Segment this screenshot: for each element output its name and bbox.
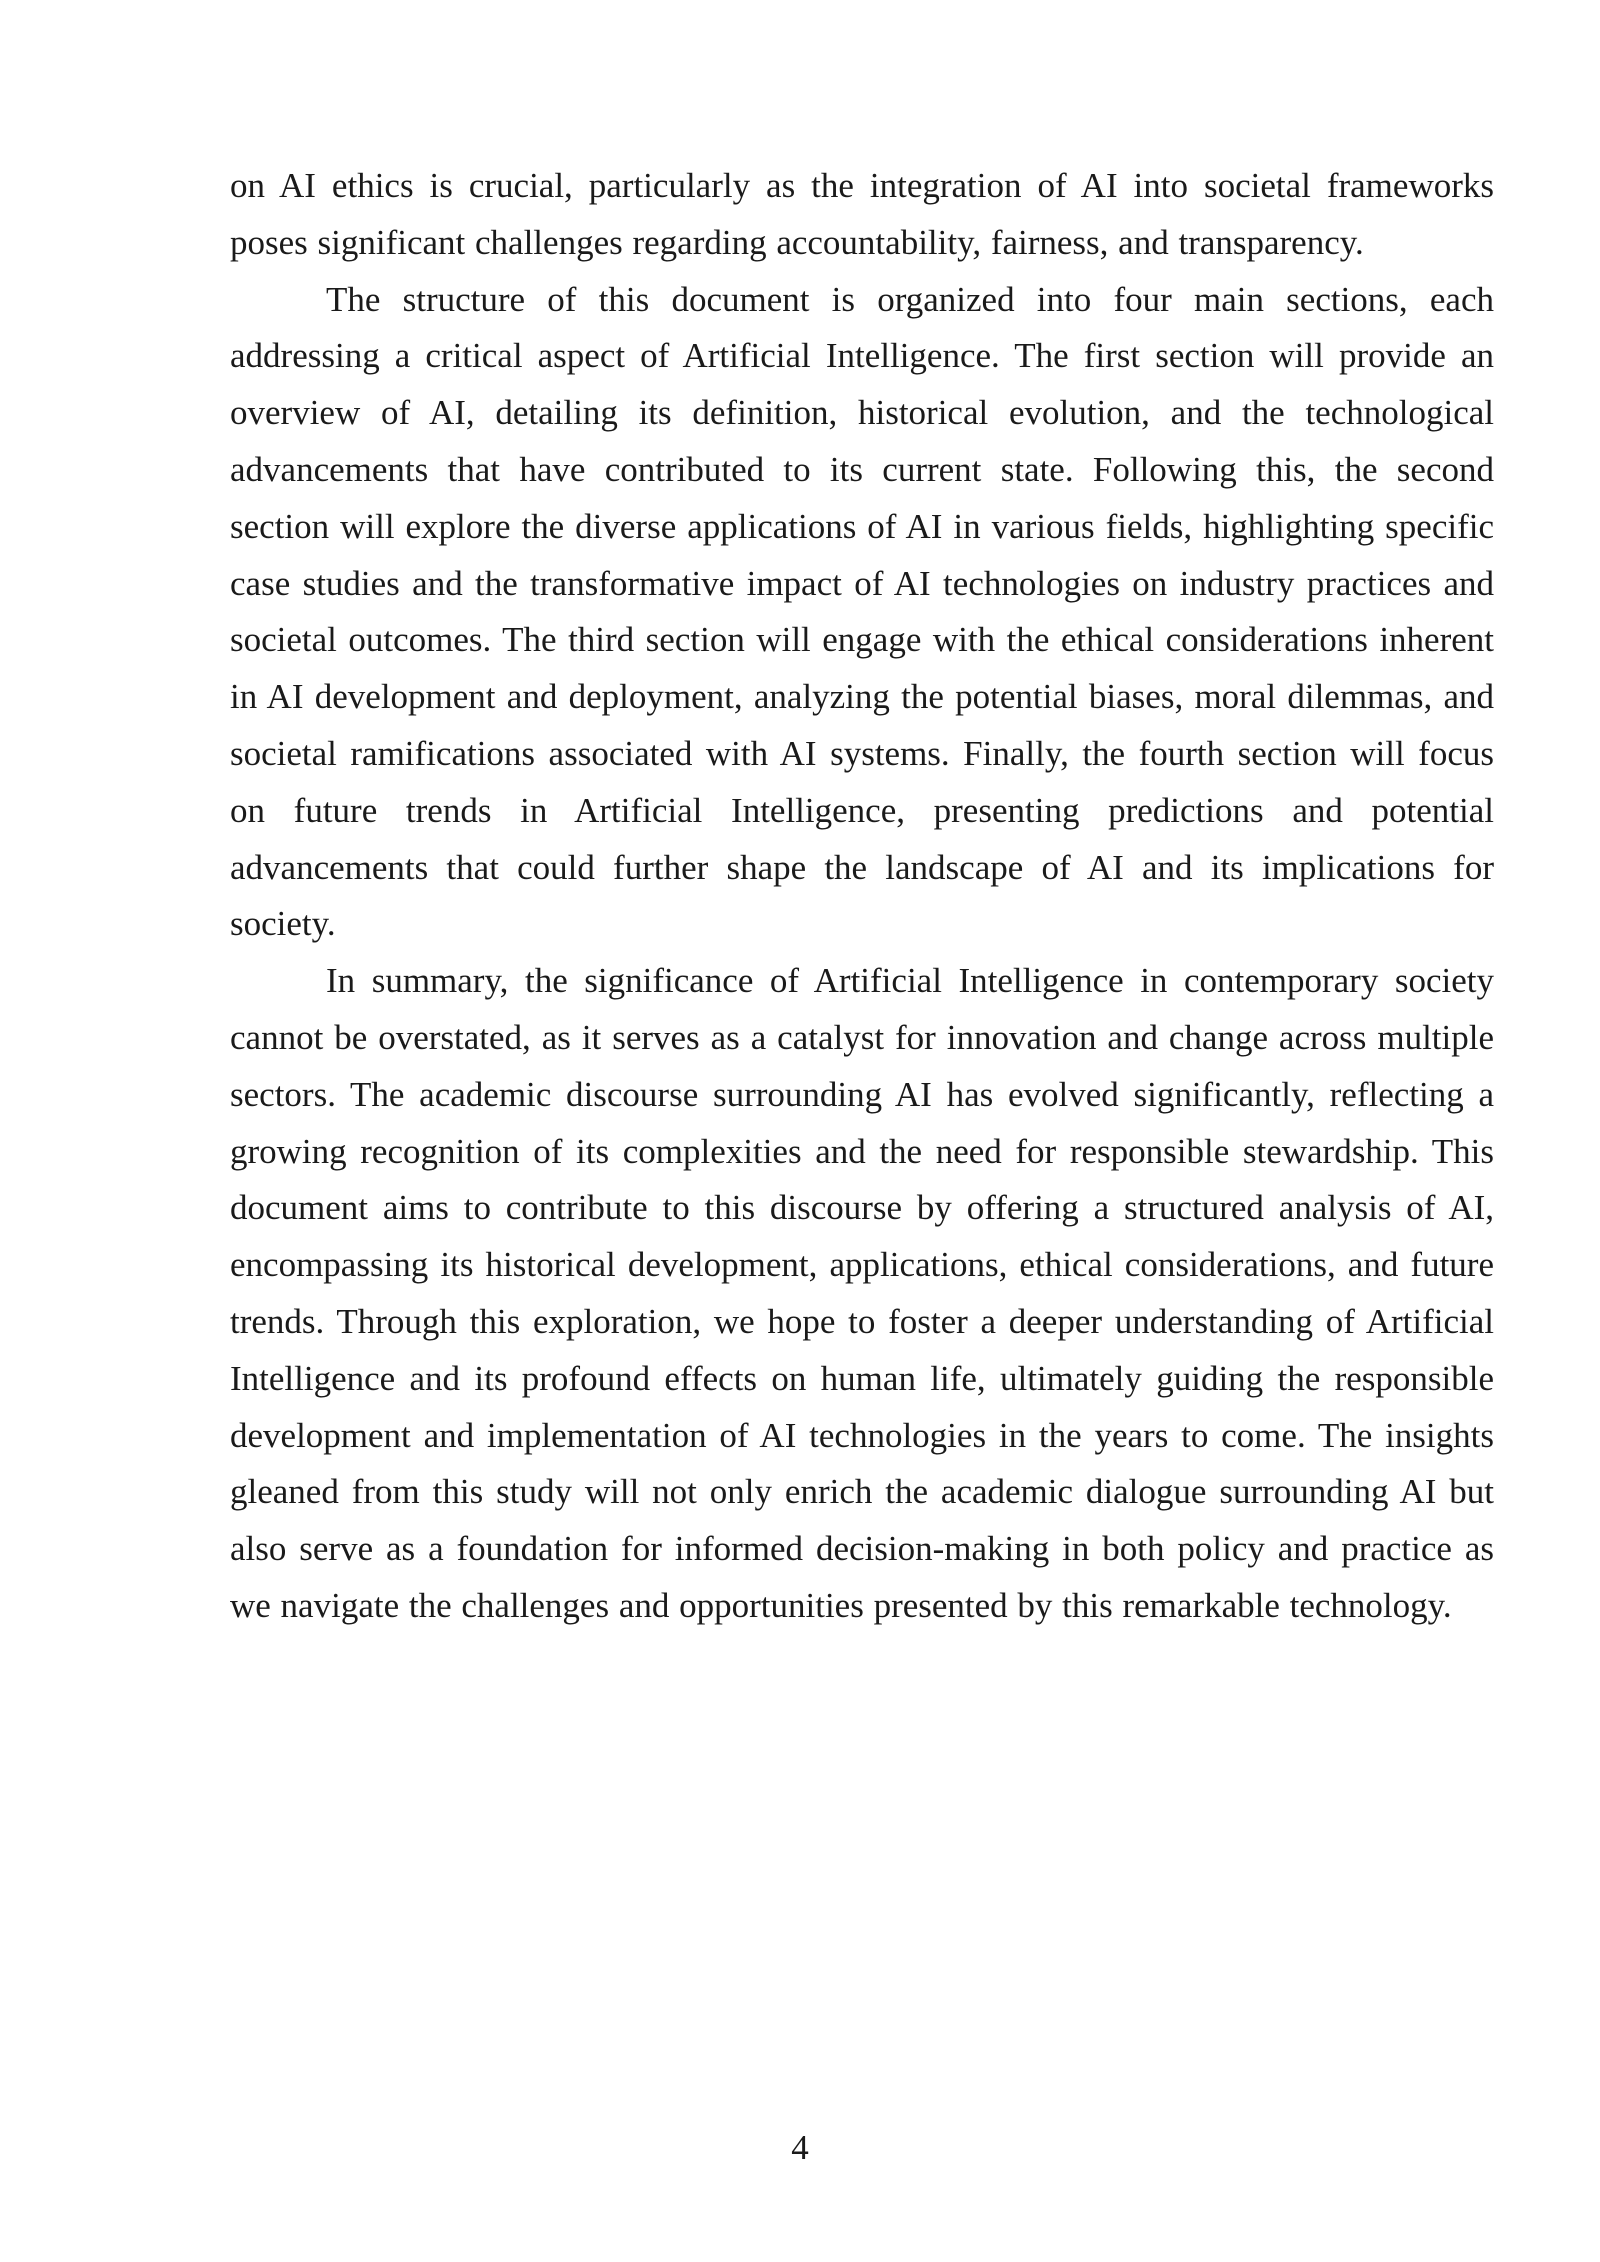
paragraph-summary: In summary, the significance of Artificial Intelligence in contemporary society cannot be overstated, as it serves as a catalyst for innovation and change across multiple sectors. The academic discourse surrounding AI has evolved significantly, reflecting a growing recognition of its complexities and the need for responsible stewardship. This document aims to contribute to this discourse by offering a structured analysis of AI, encompassing its historical development, applications, ethical considerations, and future trends. Through this exploration, we hope to foster a deeper understanding of Artificial Intelligence and its profound effects on human life, ultimately guiding the responsible development and implementation of AI technologies in the years to come. The insights gleaned from this study will not only enrich the academic dialogue surrounding AI but also serve as a foundation for informed decision-making in both policy and practice as we navigate the challenges and opportunities presented by this remarkable technology. [230,961,1494,1625]
paragraph-document-structure: The structure of this document is organized into four main sections, each addressing a critical aspect of Artificial Intelligence. The first section will provide an overview of AI, detailing its definition, historical evolution, and the technological advancements that have contributed to its current state. Following this, the second section will explore the diverse applications of AI in various fields, highlighting specific case studies and the transformative impact of AI technologies on industry practices and societal outcomes. The third section will engage with the ethical considerations inherent in AI development and deployment, analyzing the potential biases, moral dilemmas, and societal ramifications associated with AI systems. Finally, the fourth section will focus on future trends in Artificial Intelligence, presenting predictions and potential advancements that could further shape the landscape of AI and its implications for society. [230,279,1494,944]
body-text [230,158,1494,1635]
paragraph-continuation: on AI ethics is crucial, particularly as the integration of AI into societal frameworks poses significant challenges regarding accountability, fairness, and transparency. [230,166,1494,262]
page-number: 4 [791,2128,809,2167]
